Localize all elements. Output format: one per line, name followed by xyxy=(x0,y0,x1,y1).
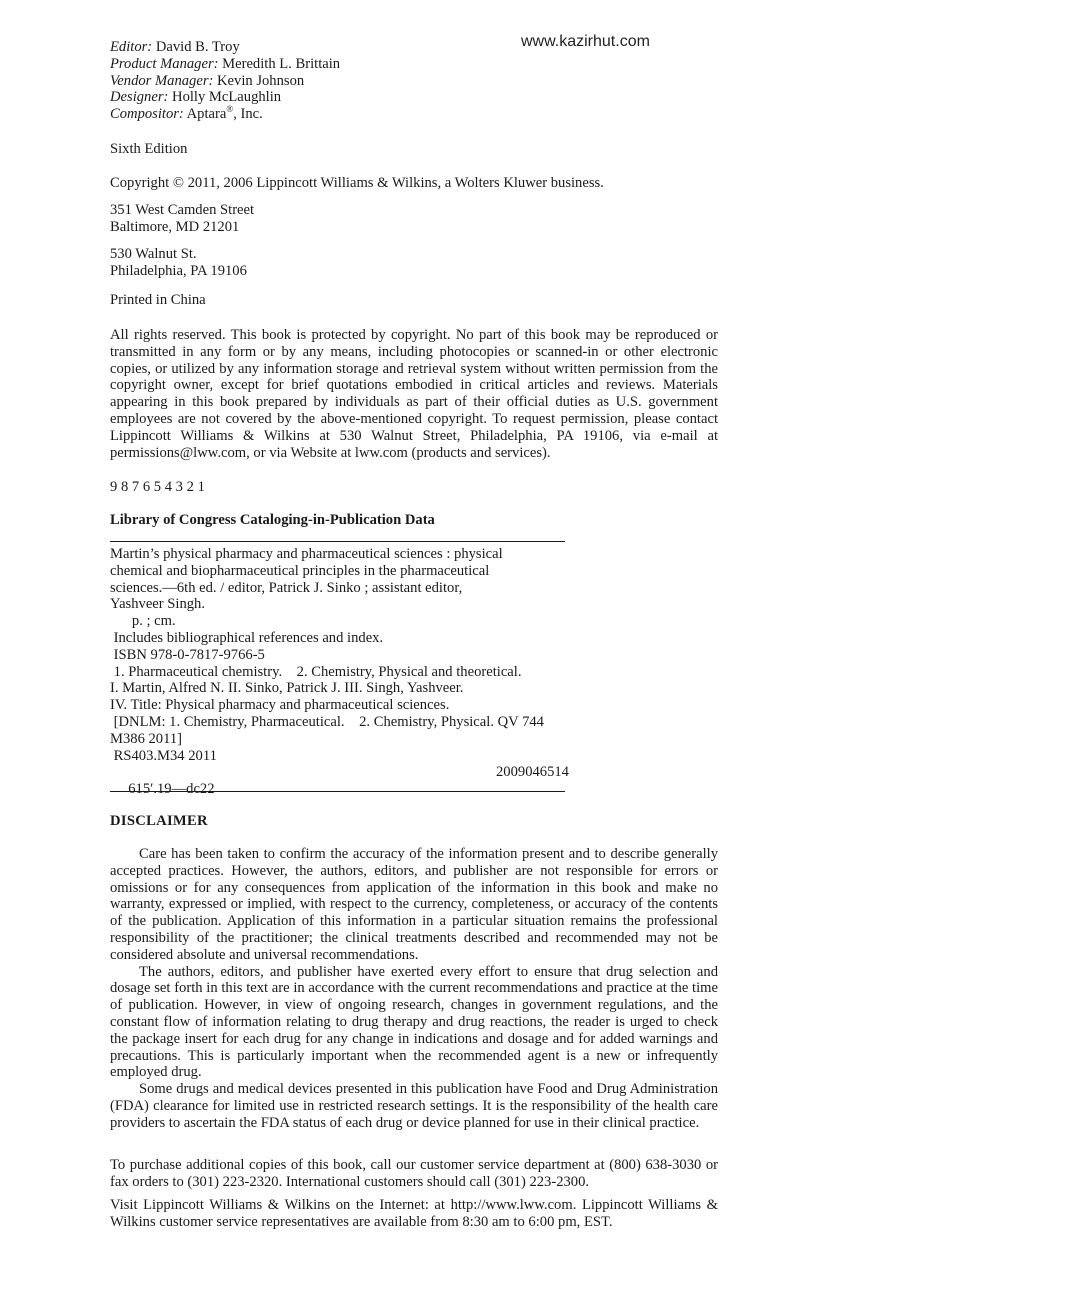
cip-top-rule xyxy=(110,541,565,542)
credit-name: Meredith L. Brittain xyxy=(222,55,341,72)
disclaimer-paragraph: The authors, editors, and publisher have exerted every effort to ensure that drug selection and dosage set forth in this text are in accordance with the current recommendations and practice at the time of publication. However, in view of ongoing research, changes in government regulations, and the constant flow of information relating to drug therapy and drug reactions, the reader is urged to check the package insert for each drug for any change in indications and dosage and for added warnings and precautions. This is particularly important when the recommended agent is a new or infrequently employed drug. xyxy=(110,963,718,1081)
cip-line: sciences.—6th ed. / editor, Patrick J. Sinko ; assistant editor, xyxy=(110,579,463,596)
cip-line: Martin’s physical pharmacy and pharmaceutical sciences : physical xyxy=(110,546,503,562)
printed-in: Printed in China xyxy=(110,292,206,308)
edition: Sixth Edition xyxy=(110,141,188,157)
credit-role: Designer: xyxy=(110,89,169,106)
rights-paragraph: All rights reserved. This book is protected by copyright. No part of this book may be reproduced or transmitted in any form or by any means, including photocopies or scanned-in or other electronic copies, or utilized by any information storage and retrieval system without written permission from the copyright owner, except for brief quotations embodied in critical articles and reviews. Materials appearing in this book prepared by individuals as part of their official duties as U.S. government employees are not covered by the above-mentioned copyright. To request permission, please contact Lippincott Williams & Wilkins at 530 Walnut Street, Philadelphia, PA 19106, via e-mail at permissions@lww.com, or via Website at lww.com (products and services). xyxy=(110,327,718,461)
copyright-symbol: © xyxy=(172,175,184,191)
credit-product-manager xyxy=(110,56,340,73)
cip-lccn: 2009046514 xyxy=(496,764,569,781)
cip-title: Library of Congress Cataloging-in-Publication Data xyxy=(110,512,435,528)
credits-block xyxy=(110,39,340,123)
disclaimer-paragraph: Care has been taken to confirm the accuracy of the information present and to describe generally accepted practices. However, the authors, editors, and publisher are not responsible for errors or omissions or for any consequences from application of the information in this book and make no warranty, expressed or implied, with respect to the currency, completeness, or accuracy of the contents of the publication. Application of this information in a particular situation remains the professional responsibility of the practitioner; the clinical treatments described and recommended may not be considered absolute and universal recommendations. xyxy=(110,846,718,963)
cip-line: Yashveer Singh. xyxy=(110,596,206,613)
disclaimer-body xyxy=(110,846,718,1132)
address-line: 530 Walnut St. xyxy=(110,246,197,262)
credit-role: Editor: xyxy=(110,39,153,55)
credit-vendor-manager xyxy=(110,73,340,90)
copyright-prefix: Copyright xyxy=(110,175,170,191)
disclaimer-paragraph: Some drugs and medical devices presented in this publication have Food and Drug Administration (FDA) clearance for limited use in restricted research settings. It is the responsibility of the health care providers to ascertain the FDA status of each drug or device planned for use in their clinical practice. xyxy=(110,1081,718,1131)
disclaimer-title: DISCLAIMER xyxy=(110,813,208,829)
credit-compositor xyxy=(110,106,340,123)
watermark-url: www.kazirhut.com xyxy=(521,33,650,50)
cip-line: [DNLM: 1. Chemistry, Pharmaceutical. 2. Chemistry, Physical. QV 744 xyxy=(110,713,544,730)
credit-role: Compositor: xyxy=(110,106,184,123)
cip-line: ISBN 978-0-7817-9766-5 xyxy=(110,646,265,663)
credit-name: David B. Troy xyxy=(155,39,240,55)
copyright-text: 2011, 2006 Lippincott Williams & Wilkins, a Wolters Kluwer business. xyxy=(187,175,604,191)
copyright-line xyxy=(110,175,604,192)
printing-numbers: 9 8 7 6 5 4 3 2 1 xyxy=(110,479,205,495)
cip-line: chemical and biopharmaceutical principles in the pharmaceutical xyxy=(110,562,490,579)
address-baltimore xyxy=(110,202,254,236)
cip-line: IV. Title: Physical pharmacy and pharmaceutical sciences. xyxy=(110,697,450,714)
registered-mark: ® xyxy=(226,104,234,115)
cip-line: RS403.M34 2011 xyxy=(110,747,217,764)
credit-name-suffix: , Inc. xyxy=(233,106,263,123)
address-line: Baltimore, MD 21201 xyxy=(110,218,240,235)
address-line: 351 West Camden Street xyxy=(110,202,255,218)
credit-role: Product Manager: xyxy=(110,55,219,72)
address-line: Philadelphia, PA 19106 xyxy=(110,262,247,279)
cip-line: 1. Pharmaceutical chemistry. 2. Chemistry, Physical and theoretical. xyxy=(110,663,522,680)
credit-editor xyxy=(110,39,340,56)
cip-line: Includes bibliographical references and index. xyxy=(110,629,384,646)
cip-line: M386 2011] xyxy=(110,730,183,747)
address-philadelphia xyxy=(110,246,247,280)
visit-info: Visit Lippincott Williams & Wilkins on the Internet: at http://www.lww.com. Lippincott Williams & Wilkins customer service representatives are available from 8:30 am to 6:00 pm, EST. xyxy=(110,1197,718,1230)
cip-line: I. Martin, Alfred N. II. Sinko, Patrick J. III. Singh, Yashveer. xyxy=(110,680,464,697)
purchase-info: To purchase additional copies of this book, call our customer service department at (800) 638-3030 or fax orders to (301) 223-2320. International customers should call (301) 223-2300. xyxy=(110,1157,718,1190)
cip-dewey: 615′.19—dc22 xyxy=(124,781,215,798)
credit-name: Kevin Johnson xyxy=(217,72,305,89)
cip-line: p. ; cm. xyxy=(110,613,176,630)
credit-name: Aptara xyxy=(186,106,227,123)
cip-record xyxy=(110,546,572,832)
credit-name: Holly McLaughlin xyxy=(172,89,282,106)
cip-bottom-rule xyxy=(110,791,565,792)
credit-role: Vendor Manager: xyxy=(110,72,214,89)
